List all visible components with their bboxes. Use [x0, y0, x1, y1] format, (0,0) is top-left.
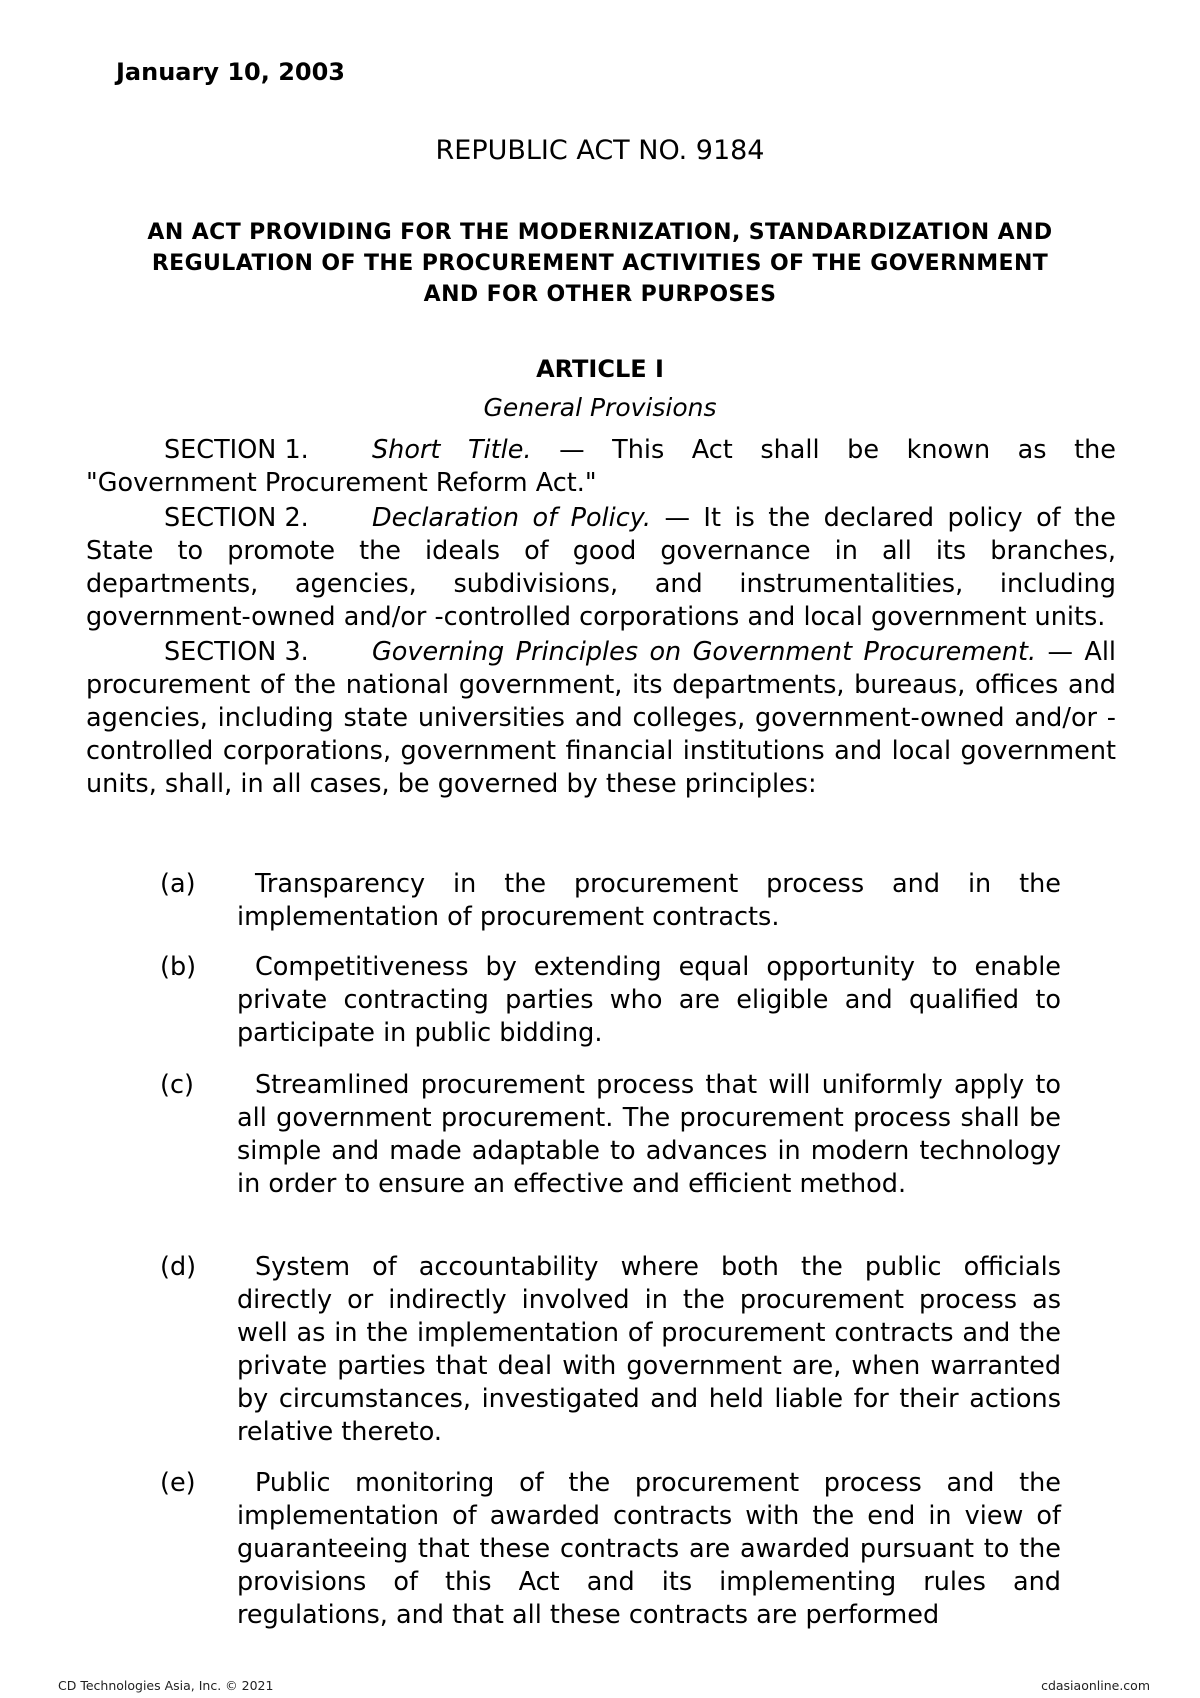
item-label: (e)	[160, 1468, 196, 1498]
article-subheading: General Provisions	[483, 393, 717, 422]
item-text: Streamlined procurement process that will uniformly apply to all government procurement. The procurement process shall be simple and made adaptable to advances in modern technology in order to ensure an effective and efficient method.	[237, 1070, 1061, 1199]
item-text-wrap	[237, 1251, 1061, 1449]
item-text-wrap	[237, 1467, 1061, 1632]
footer-copyright: CD Technologies Asia, Inc. © 2021	[58, 1678, 274, 1693]
item-text: System of accountability where both the public officials directly or indirectly involved in the procurement process as well as in the implementation of procurement contracts and the private parties that deal with government are, when warranted by circumstances, investigated and held liable for their actions relative thereto.	[237, 1252, 1061, 1447]
document-date: January 10, 2003	[116, 58, 345, 86]
act-title-line: AN ACT PROVIDING FOR THE MODERNIZATION, STANDARDIZATION AND	[147, 220, 1053, 245]
article-heading: ARTICLE I	[536, 355, 664, 383]
section-text: — All procurement of the national government, its departments, bureaus, offices and agencies, including state universities and colleges, government-owned and/or -controlled corporations, government financial institutions and local government units, shall, in all cases, be governed by these principles:	[86, 637, 1116, 799]
sections-body	[86, 434, 1116, 803]
footer-website: cdasiaonline.com	[1041, 1678, 1150, 1693]
item-text: Transparency in the procurement process and in the implementation of procurement contracts.	[237, 869, 1061, 932]
section-text: — This Act shall be known as the "Government Procurement Reform Act."	[86, 435, 1116, 498]
item-text-wrap	[237, 1069, 1061, 1201]
item-label: (b)	[160, 952, 197, 982]
section-title: Short Title.	[372, 435, 532, 465]
item-label: (c)	[160, 1070, 194, 1100]
section-3	[86, 636, 1116, 801]
item-text: Public monitoring of the procurement process and the implementation of awarded contracts with the end in view of guaranteeing that these contracts are awarded pursuant to the provisions of this Act and its implementing rules and regulations, and that all these contracts are performed	[237, 1468, 1061, 1630]
item-text: Competitiveness by extending equal opportunity to enable private contracting parties who are eligible and qualified to participate in public bidding.	[237, 952, 1061, 1048]
section-number: SECTION 2.	[164, 503, 309, 533]
section-1	[86, 434, 1116, 500]
item-label: (a)	[160, 869, 196, 899]
section-title: Governing Principles on Government Procurement.	[372, 637, 1037, 667]
section-number: SECTION 3.	[164, 637, 309, 667]
item-label: (d)	[160, 1252, 197, 1282]
item-text-wrap	[237, 868, 1061, 934]
act-title	[92, 217, 1108, 310]
republic-act-number: REPUBLIC ACT NO. 9184	[435, 135, 765, 166]
section-text: — It is the declared policy of the State to promote the ideals of good governance in all its branches, departments, agencies, subdivisions, and instrumentalities, including government-owned and/or -controlled corporations and local government units.	[86, 503, 1116, 632]
section-2	[86, 502, 1116, 634]
section-number: SECTION 1.	[164, 435, 309, 465]
item-text-wrap	[237, 951, 1061, 1050]
section-title: Declaration of Policy.	[372, 503, 651, 533]
act-title-line: REGULATION OF THE PROCUREMENT ACTIVITIES OF THE GOVERNMENT	[151, 251, 1049, 276]
act-title-line: AND FOR OTHER PURPOSES	[423, 282, 777, 307]
